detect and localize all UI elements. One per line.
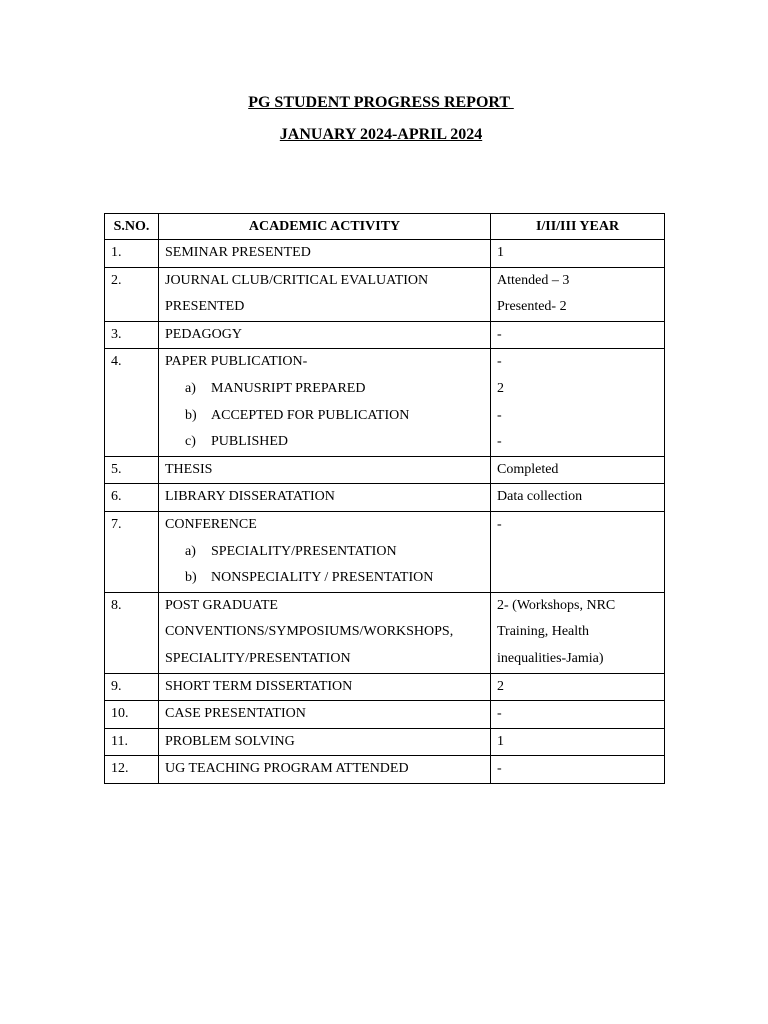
sub-item-text: PUBLISHED [211, 434, 289, 450]
row-activity [159, 673, 491, 701]
year-value: inequalities-Jamia) [497, 650, 604, 666]
row-sno: 12. [105, 756, 159, 784]
activity-text: CONFERENCE [165, 516, 257, 532]
row-year [491, 511, 665, 592]
row-activity [159, 484, 491, 512]
activity-text: SPECIALITY/PRESENTATION [165, 650, 351, 666]
activity-text: CONVENTIONS/SYMPOSIUMS/WORKSHOPS, [165, 624, 454, 640]
table-row [105, 673, 665, 701]
year-value: - [497, 434, 502, 450]
header-sno: S.NO. [105, 214, 159, 240]
row-sno: 10. [105, 701, 159, 729]
row-activity [159, 728, 491, 756]
activity-text: PAPER PUBLICATION- [165, 354, 308, 370]
header-year: I/II/III YEAR [491, 214, 665, 240]
activity-text: PROBLEM SOLVING [165, 733, 295, 749]
year-value: Data collection [497, 489, 583, 505]
table-row [105, 240, 665, 268]
year-value: Presented- 2 [497, 299, 567, 315]
table-header-row [105, 214, 665, 240]
table-row [105, 349, 665, 456]
sub-item-marker: a) [185, 543, 196, 559]
sub-item [165, 539, 484, 566]
year-value: - [497, 516, 502, 532]
row-year [491, 701, 665, 729]
year-value: 2 [497, 678, 504, 694]
table-row [105, 267, 665, 321]
activity-text: POST GRADUATE [165, 597, 278, 613]
table-row [105, 511, 665, 592]
row-year [491, 673, 665, 701]
row-year [491, 321, 665, 349]
sub-item-text: SPECIALITY/PRESENTATION [211, 543, 397, 559]
year-value: Completed [497, 461, 559, 477]
year-value: 1 [497, 245, 504, 260]
year-value: - [497, 354, 502, 370]
activity-text: PEDAGOGY [165, 326, 242, 342]
row-year [491, 592, 665, 673]
row-activity [159, 349, 491, 456]
report-period: JANUARY 2024-APRIL 2024 [279, 126, 483, 143]
report-title: PG STUDENT PROGRESS REPORT [248, 94, 514, 111]
sub-item-text: MANUSRIPT PREPARED [211, 380, 366, 396]
table-row [105, 592, 665, 673]
sub-item [165, 376, 484, 403]
row-activity [159, 321, 491, 349]
row-activity [159, 511, 491, 592]
sub-item [165, 565, 484, 592]
sub-item [165, 429, 484, 456]
year-value: 2 [497, 380, 504, 396]
activity-text: LIBRARY DISSERATATION [165, 489, 335, 505]
year-value: - [497, 706, 502, 722]
row-sno: 1. [105, 240, 159, 268]
row-activity [159, 267, 491, 321]
row-activity [159, 456, 491, 484]
year-value: - [497, 326, 502, 342]
activity-text: SEMINAR PRESENTED [165, 245, 311, 260]
header-activity: ACADEMIC ACTIVITY [159, 214, 491, 240]
table-row [105, 484, 665, 512]
table-row [105, 728, 665, 756]
table-row [105, 756, 665, 784]
row-sno: 7. [105, 511, 159, 592]
sub-item-text: ACCEPTED FOR PUBLICATION [211, 407, 410, 423]
year-value: Training, Health [497, 624, 590, 640]
table-row [105, 456, 665, 484]
row-year [491, 456, 665, 484]
activity-text: UG TEACHING PROGRAM ATTENDED [165, 761, 409, 777]
table-body [105, 240, 665, 784]
year-value: - [497, 407, 502, 423]
sub-item-marker: a) [185, 380, 196, 396]
activity-text: CASE PRESENTATION [165, 706, 306, 722]
sub-item-marker: b) [185, 407, 197, 423]
row-activity [159, 240, 491, 268]
progress-table [104, 213, 665, 784]
row-sno: 4. [105, 349, 159, 456]
row-sno: 9. [105, 673, 159, 701]
table-row [105, 701, 665, 729]
row-year [491, 240, 665, 268]
row-year [491, 484, 665, 512]
year-value: 1 [497, 733, 504, 749]
activity-text: SHORT TERM DISSERTATION [165, 678, 353, 694]
activity-text: PRESENTED [165, 299, 245, 315]
sub-item-text: NONSPECIALITY / PRESENTATION [211, 570, 434, 586]
activity-text: JOURNAL CLUB/CRITICAL EVALUATION [165, 272, 429, 288]
row-sno: 11. [105, 728, 159, 756]
year-value: Attended – 3 [497, 272, 570, 288]
row-year [491, 756, 665, 784]
sub-item-marker: b) [185, 570, 197, 586]
row-sno: 5. [105, 456, 159, 484]
row-sno: 8. [105, 592, 159, 673]
year-value: 2- (Workshops, NRC [497, 597, 616, 613]
row-sno: 3. [105, 321, 159, 349]
row-year [491, 728, 665, 756]
activity-text: THESIS [165, 461, 213, 477]
table-row [105, 321, 665, 349]
row-activity [159, 756, 491, 784]
row-year [491, 267, 665, 321]
row-sno: 2. [105, 267, 159, 321]
year-value: - [497, 761, 502, 777]
row-activity [159, 701, 491, 729]
sub-item-marker: c) [185, 434, 196, 450]
sub-item [165, 403, 484, 430]
row-activity [159, 592, 491, 673]
row-sno: 6. [105, 484, 159, 512]
row-year [491, 349, 665, 456]
